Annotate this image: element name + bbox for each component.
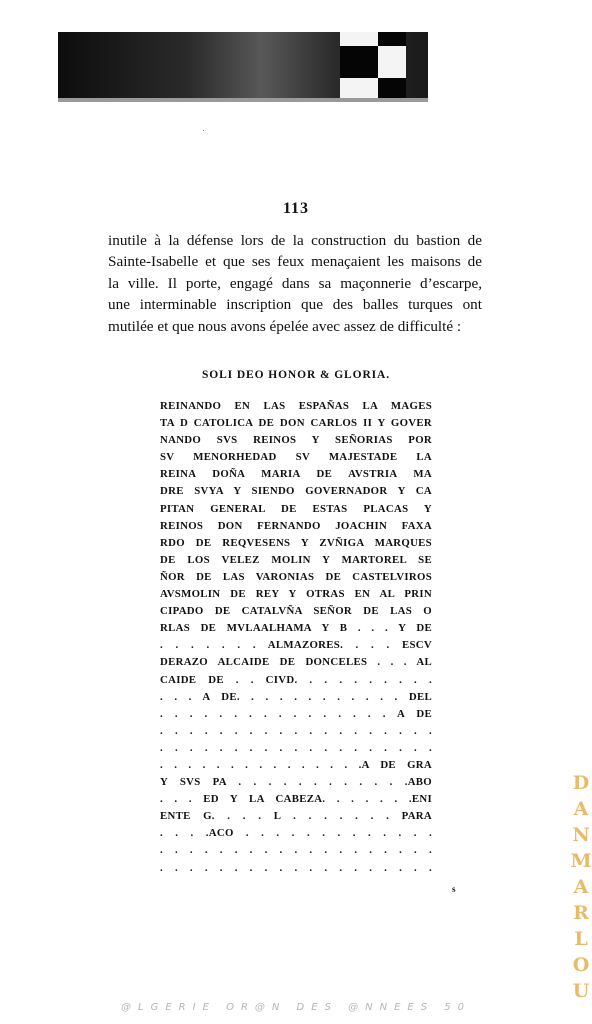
checker-square — [378, 78, 406, 98]
checker-square — [340, 78, 378, 98]
watermark-letter: A — [573, 798, 589, 820]
watermark-letter: A — [573, 876, 589, 898]
inscription-line: REINA DOÑA MARIA DE AVSTRIA MA — [160, 468, 432, 481]
scan-speck — [203, 130, 204, 131]
watermark-letter: M — [570, 850, 592, 872]
body-line: mutilée et que nous avons épelée avec assez de difficulté : — [108, 317, 462, 335]
inscription-line: . . . . . . . . . . . . . . . . A DE — [160, 707, 432, 720]
inscription-line: . . . . . . . . . . . . . . . . . . . — [160, 741, 432, 754]
page-number: 113 — [282, 200, 310, 217]
inscription-line: . . . A DE. . . . . . . . . . . . DEL — [160, 690, 432, 703]
inscription-line: . . . .ACO . . . . . . . . . . . . . — [160, 827, 432, 840]
checker-square — [378, 32, 406, 46]
body-paragraph — [108, 230, 482, 337]
inscription-line: CIPADO DE CATALVÑA SEÑOR DE LAS O — [160, 605, 432, 618]
checker-square — [340, 32, 378, 46]
body-line: une interminable inscription que des balles turques ont — [108, 296, 482, 314]
inscription-block — [160, 398, 432, 877]
inscription-line: . . . . . . . . . . . . . . . . . . . — [160, 844, 432, 857]
inscription-line: DERAZO ALCAIDE DE DONCELES . . . AL — [160, 656, 432, 669]
inscription-line: NANDO SVS REINOS Y SEÑORIAS POR — [160, 434, 432, 447]
banner-edge — [58, 98, 428, 102]
vertical-watermark — [566, 770, 592, 1004]
inscription-line: RDO DE REQVESENS Y ZVÑIGA MARQUES — [160, 536, 432, 549]
inscription-line: PITAN GENERAL DE ESTAS PLACAS Y — [160, 502, 432, 515]
inscription-line: REINOS DON FERNANDO JOACHIN FAXA — [160, 519, 432, 532]
checker-square — [378, 46, 406, 78]
inscription-line: . . . . . . . . . . . . . . .A DE GRA — [160, 758, 432, 771]
watermark-letter: U — [572, 980, 590, 1002]
inscription-line: REINANDO EN LAS ESPAÑAS LA MAGES — [160, 400, 432, 412]
inscription-line: Y SVS PA . . . . . . . . . . . .ABO — [160, 776, 432, 789]
inscription-line: . . . . . . . ALMAZORES. . . . ESCV — [160, 639, 432, 652]
inscription-line: . . . . . . . . . . . . . . . . . . . — [160, 861, 432, 874]
inscription-line: . . . ED Y LA CABEZA. . . . . . .ENI — [160, 793, 432, 806]
body-line: Sainte-Isabelle et que ses feux menaçaient les maisons de — [108, 253, 482, 271]
watermark-letter: N — [572, 824, 590, 846]
footer-watermark: @LGERIE OR@N DES @NNEES 50 — [121, 1002, 471, 1013]
inscription-line: ÑOR DE LAS VARONIAS DE CASTELVIROS — [160, 570, 432, 583]
body-line: la ville. Il porte, engagé dans sa maçonnerie d’escarpe, — [108, 274, 482, 292]
inscription-line: DRE SVYA Y SIENDO GOVERNADOR Y CA — [160, 485, 432, 498]
scan-artifact-banner — [58, 32, 428, 102]
inscription-line: AVSMOLIN DE REY Y OTRAS EN AL PRIN — [160, 588, 432, 601]
stray-mark: s — [452, 884, 456, 894]
inscription-line: ENTE G. . . . L . . . . . . . PARA — [160, 810, 432, 823]
inscription-line: TA D CATOLICA DE DON CARLOS II Y GOVER — [160, 417, 432, 430]
inscription-line: SV MENORHEDAD SV MAJESTADE LA — [160, 451, 432, 464]
inscription-heading: SOLI DEO HONOR & GLORIA. — [201, 369, 391, 381]
inscription-line: DE LOS VELEZ MOLIN Y MARTOREL SE — [160, 553, 432, 566]
watermark-letter: L — [574, 928, 588, 950]
body-line: inutile à la défense lors de la construction du bastion de — [108, 232, 482, 249]
inscription-line: CAIDE DE . . CIVD. . . . . . . . . . — [160, 673, 432, 686]
inscription-line: . . . . . . . . . . . . . . . . . . . — [160, 724, 432, 737]
watermark-letter: O — [572, 954, 590, 976]
watermark-letter: D — [572, 772, 590, 794]
watermark-letter: R — [573, 902, 589, 924]
inscription-line: RLAS DE MVLAALHAMA Y B . . . Y DE — [160, 622, 432, 635]
checker-square — [340, 46, 378, 78]
